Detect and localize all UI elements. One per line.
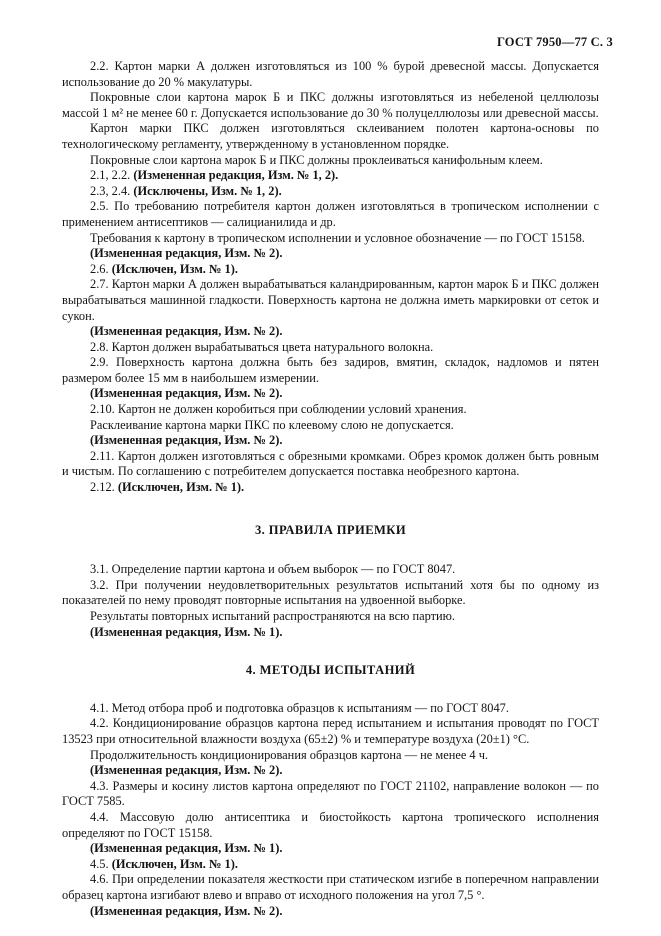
clause-number: 2.1, 2.2. (90, 168, 131, 183)
amendment-note: (Исключен, Изм. № 1). (117, 480, 245, 495)
clause-number: 2.6. (90, 261, 109, 276)
paragraph-2-2: 2.2. Картон марки А должен изготовляться из 100 % бурой древесной массы. Допускается использование до 20 % макулатуры. (62, 59, 599, 89)
amendment-note: (Измененная редакция, Изм. № 2). (90, 763, 283, 778)
paragraph-4-6: 4.6. При определении показателя жесткости при статическом изгибе в поперечном направлении образец картона изгибают влево и вправо от исходного положения на угол 7,5 °. (62, 872, 599, 902)
section-4-title: 4. МЕТОДЫ ИСПЫТАНИЙ (245, 663, 416, 678)
paragraph-2-10: 2.10. Картон не должен коробиться при соблюдении условий хранения. (90, 402, 467, 417)
paragraph-2-9: 2.9. Поверхность картона должна быть без задиров, вмятин, складок, надломов и пятен размером более 15 мм в наибольшем измерении. (62, 355, 599, 385)
amendment-line (62, 480, 599, 496)
paragraph-2-8: 2.8. Картон должен вырабатываться цвета натурального волокна. (90, 339, 434, 354)
paragraph-3-1: 3.1. Определение партии картона и объем выборок — по ГОСТ 8047. (90, 562, 456, 577)
paragraph-4-3: 4.3. Размеры и косину листов картона определяют по ГОСТ 21102, направление волокон — по ГОСТ 7585. (62, 778, 599, 809)
amendment-note: (Измененная редакция, Изм. № 1). (90, 624, 283, 639)
paragraph-pks: Картон марки ПКС должен изготовляться склеиванием полотен картона-основы по технологическому регламенту, утвержденному в установленном порядке. (62, 121, 599, 151)
clause-number: 2.3, 2.4. (90, 183, 131, 198)
amendment-note: (Измененная редакция, Изм. № 2). (90, 386, 283, 401)
clause-number: 2.12. (90, 480, 115, 495)
paragraph-2-7: 2.7. Картон марки А должен вырабатываться каландрированным, картон марок Б и ПКС должен вырабатываться машинной гладкости. Поверхность картона не должна иметь маркировки от сеток и сукон. (62, 277, 599, 323)
amendment-note: (Измененная редакция, Изм. № 2). (90, 324, 283, 339)
amendment-line (62, 168, 599, 184)
paragraph-4-4: 4.4. Массовую долю антисептика и биостойкость картона тропического исполнения определяют по ГОСТ 15158. (62, 809, 599, 840)
paragraph-sizing: Покровные слои картона марок Б и ПКС должны проклеиваться канифольным клеем. (90, 152, 543, 167)
clause-number: 4.5. (90, 856, 109, 871)
paragraph-2-11: 2.11. Картон должен изготовляться с обрезными кромками. Обрез кромок должен быть ровным и чистым. По соглашению с потребителем допускается поставка необрезного картона. (62, 448, 599, 479)
paragraph-2-5: 2.5. По требованию потребителя картон должен изготовляться в тропическом исполнении с применением антисептиков — салицианилида и др. (62, 199, 599, 229)
paragraph-cover-layers: Покровные слои картона марок Б и ПКС должны изготовляться из небеленой целлюлозы массой 1 м² не менее 60 г. Допускается использование до 30 % полуцеллюлозы или древесной массы. (62, 90, 599, 120)
paragraph-retest: Результаты повторных испытаний распространяются на всю партию. (90, 609, 456, 623)
amendment-line (62, 857, 599, 873)
section-3-title: 3. ПРАВИЛА ПРИЕМКИ (254, 522, 407, 537)
paragraph-4-2: 4.2. Кондиционирование образцов картона перед испытанием и испытания проводят по ГОСТ 13523 при относительной влажности воздуха (65±2) % и температуре воздуха (20±1) °С. (62, 716, 599, 746)
paragraph-delamination: Расклеивание картона марки ПКС по клеевому слою не допускается. (90, 417, 454, 432)
amendment-note: (Исключен, Изм. № 1). (111, 261, 238, 276)
amendment-note: (Измененная редакция, Изм. № 1). (90, 841, 283, 856)
page-header: ГОСТ 7950—77 С. 3 (496, 35, 613, 49)
amendment-note: (Измененная редакция, Изм. № 2). (90, 903, 283, 918)
amendment-note: (Измененная редакция, Изм. № 2). (90, 246, 283, 261)
amendment-note: (Измененная редакция, Изм. № 1, 2). (133, 168, 339, 183)
amendment-line (62, 184, 599, 200)
amendment-line (62, 262, 599, 278)
paragraph-4-1: 4.1. Метод отбора проб и подготовка образцов к испытаниям — по ГОСТ 8047. (90, 700, 509, 715)
paragraph-conditioning-time: Продолжительность кондиционирования образцов картона — не менее 4 ч. (90, 747, 489, 762)
amendment-note: (Исключены, Изм. № 1, 2). (133, 183, 282, 198)
paragraph-3-2: 3.2. При получении неудовлетворительных результатов испытаний хотя бы по одному из показателей по нему проводят повторные испытания на удвоенной выборке. (62, 577, 599, 608)
paragraph-tropical: Требования к картону в тропическом исполнении и условное обозначение — по ГОСТ 15158. (90, 230, 585, 245)
amendment-note: (Исключен, Изм. № 1). (111, 856, 238, 871)
document-body (62, 59, 599, 919)
amendment-note: (Измененная редакция, Изм. № 2). (90, 433, 283, 448)
